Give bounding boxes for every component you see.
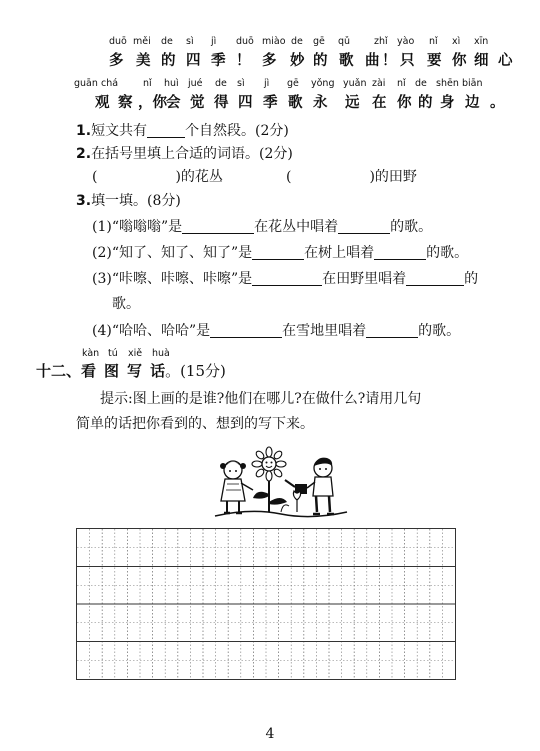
hanzi-char: 四 — [238, 94, 253, 111]
question-number: 3. — [76, 193, 92, 209]
hanzi-char: 的 — [418, 94, 433, 111]
q3-line2-part-a: (2)“知了、知了、知了”是 — [92, 245, 253, 261]
open-paren: ( — [92, 169, 98, 185]
question-1-text-after: 个自然段。(2分) — [185, 123, 289, 139]
hanzi-char: 永 — [313, 94, 328, 111]
pinyin-syllable: zhǐ — [374, 36, 388, 47]
q3-line2-part-c: 的歌。 — [426, 245, 469, 261]
children-and-sunflower-illustration — [211, 446, 351, 522]
pinyin-syllable: huì — [164, 78, 179, 89]
sunflower-icon — [252, 447, 287, 512]
hanzi-char: 察 — [118, 94, 133, 111]
question-2-text: 在括号里填上合适的词语。(2分) — [91, 146, 293, 162]
hanzi-char: 的 — [313, 52, 328, 69]
pinyin-syllable: měi — [133, 36, 151, 47]
answer-blank[interactable] — [366, 323, 418, 338]
question-1 — [76, 120, 289, 140]
hanzi-char: 季 — [263, 94, 278, 111]
hanzi-char: ！ — [236, 52, 251, 69]
pinyin-syllable: jué — [188, 78, 203, 89]
section-12-title — [36, 360, 226, 381]
pinyin-syllable: sì — [186, 36, 194, 47]
answer-blank[interactable] — [252, 245, 304, 260]
question-3-text: 填一填。(8分) — [91, 193, 181, 209]
q3-line2-part-b: 在树上唱着 — [304, 245, 375, 261]
q3-line4-part-b: 在雪地里唱着 — [282, 323, 367, 339]
hanzi-char: 在 — [372, 94, 387, 111]
hanzi-char: 你 — [452, 52, 467, 69]
question-3 — [76, 190, 181, 210]
question-3-line-4 — [92, 320, 460, 340]
hanzi-char: 的 — [161, 52, 176, 69]
hanzi-char: 四 — [186, 52, 201, 69]
hanzi-char: ！ — [382, 52, 397, 69]
pinyin-syllable: zài — [372, 78, 386, 89]
pinyin-syllable: duō — [236, 36, 254, 47]
hanzi-char: 歌 — [288, 94, 303, 111]
title-char: 看 — [81, 362, 97, 380]
pinyin-syllable: de — [415, 78, 427, 89]
hanzi-char: 你 — [397, 94, 412, 111]
hanzi-char: 美 — [136, 52, 151, 69]
pinyin-syllable: huà — [152, 348, 170, 359]
q3-line1-part-a: (1)“嗡嗡嗡”是 — [92, 219, 183, 235]
question-3-line-1 — [92, 216, 432, 236]
hanzi-char: 只 — [400, 52, 415, 69]
pinyin-syllable: yào — [397, 36, 415, 47]
hanzi-char: 边 — [465, 94, 480, 111]
hanzi-char: 身 — [440, 94, 455, 111]
pinyin-syllable: jì — [211, 36, 217, 47]
hanzi-char: 观 — [95, 94, 110, 111]
girl-icon — [220, 461, 253, 513]
answer-blank[interactable] — [252, 271, 322, 286]
pinyin-syllable: de — [291, 36, 303, 47]
poem-line2-pinyin — [0, 78, 540, 92]
pinyin-syllable: gē — [287, 78, 299, 89]
hanzi-char: ，你 — [138, 94, 167, 111]
hanzi-char: 多 — [109, 52, 124, 69]
hanzi-char: 心 — [498, 52, 513, 69]
answer-blank[interactable] — [147, 123, 185, 138]
question-2 — [76, 143, 293, 163]
title-char: 写 — [127, 362, 143, 380]
question-2-item-1 — [92, 166, 223, 186]
pinyin-syllable: nǐ — [143, 78, 152, 89]
pinyin-syllable: xì — [452, 36, 461, 47]
hanzi-char: 多 — [262, 52, 277, 69]
question-number: 1. — [76, 123, 92, 139]
q3-line3-part-c: 的 — [464, 271, 479, 287]
page-number: 4 — [265, 726, 275, 742]
pinyin-syllable: miào — [262, 36, 286, 47]
q3-line3-part-a: (3)“咔嚓、咔嚓、咔嚓”是 — [92, 271, 253, 287]
poem-line1-pinyin — [0, 36, 540, 50]
hanzi-char: 季 — [211, 52, 226, 69]
pinyin-syllable: shēn — [436, 78, 459, 89]
hint-line-2: 简单的话把你看到的、想到的写下来。 — [76, 416, 314, 432]
poem-line2-text — [0, 91, 540, 111]
pinyin-syllable: jì — [264, 78, 270, 89]
q3-line3-part-d: 歌。 — [112, 296, 140, 312]
hanzi-char: 。 — [490, 94, 505, 111]
pinyin-syllable: yǒng — [311, 78, 335, 89]
title-char: 图 — [104, 362, 120, 380]
boy-icon — [285, 458, 334, 514]
pinyin-syllable: gē — [313, 36, 325, 47]
answer-blank[interactable] — [374, 245, 426, 260]
writing-grid-lines — [77, 529, 455, 679]
pinyin-syllable: nǐ — [397, 78, 406, 89]
hanzi-char: 得 — [214, 94, 229, 111]
hanzi-char: 要 — [427, 52, 442, 69]
pinyin-syllable: guān — [74, 78, 98, 89]
question-3-line-3-continued — [112, 293, 140, 313]
pinyin-syllable: de — [215, 78, 227, 89]
answer-blank[interactable] — [210, 323, 282, 338]
q3-line4-part-a: (4)“哈哈、哈哈”是 — [92, 323, 211, 339]
answer-blank[interactable] — [338, 219, 390, 234]
question-number: 2. — [76, 146, 92, 162]
q3-line3-part-b: 在田野里唱着 — [322, 271, 407, 287]
q3-line1-part-c: 的歌。 — [390, 219, 433, 235]
answer-blank[interactable] — [182, 219, 254, 234]
pinyin-syllable: qǔ — [338, 36, 351, 47]
question-2-item-2 — [286, 166, 417, 186]
section-12-label: 十二、 — [36, 362, 82, 380]
pinyin-syllable: nǐ — [429, 36, 438, 47]
open-paren: ( — [286, 169, 292, 185]
section-12-score: 。(15分) — [165, 362, 226, 380]
writing-grid[interactable] — [76, 528, 456, 680]
poem-line1-text — [0, 49, 540, 69]
question-2-item-1-text: )的花丛 — [175, 169, 223, 185]
pinyin-syllable: xiě — [128, 348, 143, 359]
hanzi-char: 曲 — [365, 52, 380, 69]
pinyin-syllable: biān — [462, 78, 483, 89]
pinyin-syllable: kàn — [82, 348, 100, 359]
hanzi-char: 细 — [474, 52, 489, 69]
title-char: 话 — [150, 362, 166, 380]
pinyin-syllable: xīn — [474, 36, 489, 47]
pinyin-syllable: duō — [109, 36, 127, 47]
answer-blank[interactable] — [406, 271, 464, 286]
question-1-text-before: 短文共有 — [91, 123, 148, 139]
pinyin-syllable: tú — [108, 348, 118, 359]
hanzi-char: 妙 — [290, 52, 305, 69]
hanzi-char: 觉 — [190, 94, 205, 111]
pinyin-syllable: yuǎn — [343, 78, 367, 89]
question-2-item-2-text: )的田野 — [369, 169, 417, 185]
question-3-line-2 — [92, 242, 468, 262]
pinyin-syllable: de — [161, 36, 173, 47]
q3-line1-part-b: 在花丛中唱着 — [254, 219, 339, 235]
hint-line-1: 提示:图上画的是谁?他们在哪儿?在做什么?请用几句 — [100, 391, 422, 407]
question-3-line-3 — [92, 268, 478, 288]
hanzi-char: 会 — [166, 94, 181, 111]
pinyin-syllable: chá — [101, 78, 119, 89]
q3-line4-part-c: 的歌。 — [418, 323, 461, 339]
hanzi-char: 歌 — [339, 52, 354, 69]
hanzi-char: 远 — [345, 94, 360, 111]
pinyin-syllable: sì — [237, 78, 245, 89]
